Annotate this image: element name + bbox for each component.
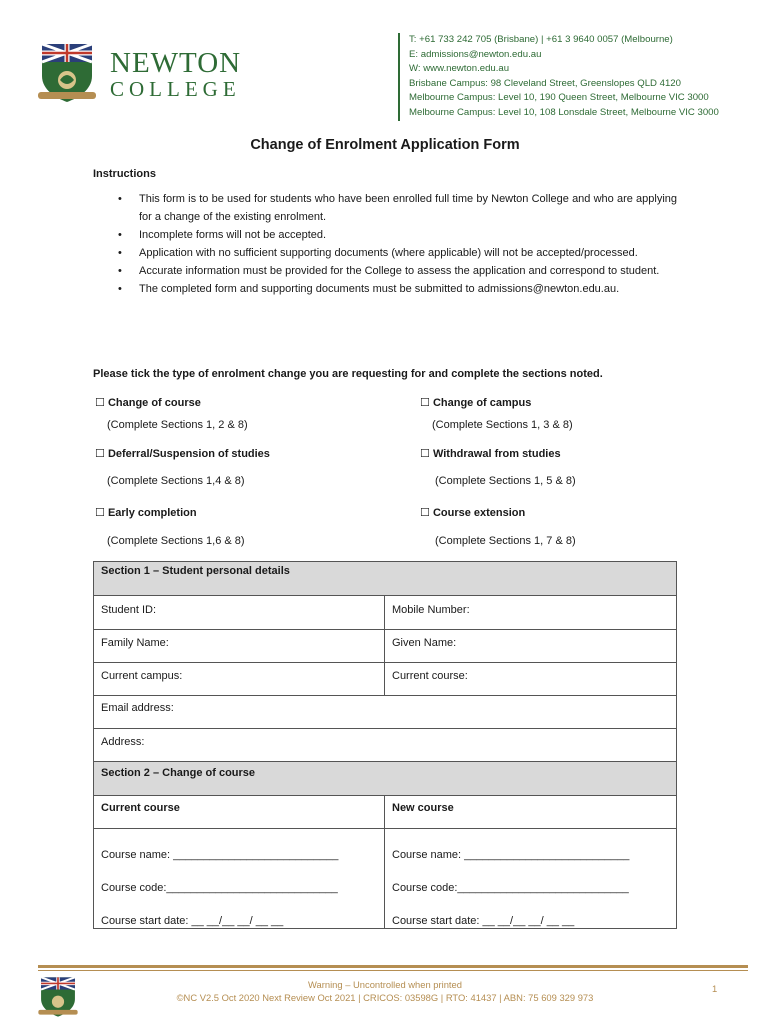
option-note: (Complete Sections 1, 7 & 8): [435, 535, 576, 547]
option-note: (Complete Sections 1,4 & 8): [107, 475, 245, 487]
current-course-code-field[interactable]: Course code:____________________________: [101, 882, 338, 894]
option-label: Deferral/Suspension of studies: [107, 448, 270, 460]
mobile-number-field[interactable]: Mobile Number:: [392, 604, 470, 616]
current-course-field[interactable]: Current course:: [392, 670, 468, 682]
option-note: (Complete Sections 1,6 & 8): [107, 535, 245, 547]
checkbox-icon[interactable]: ☐: [420, 507, 430, 519]
option-label: Withdrawal from studies: [432, 448, 561, 460]
current-course-name-field[interactable]: Course name: ___________________________: [101, 849, 339, 861]
instructions-heading: Instructions: [93, 168, 156, 180]
option-label: Change of course: [107, 397, 201, 409]
page-number: 1: [712, 983, 718, 994]
new-course-start-date-field[interactable]: Course start date: __ __/__ __/ __ __: [392, 915, 575, 927]
current-campus-field[interactable]: Current campus:: [94, 663, 385, 695]
college-crest-logo: [38, 42, 96, 104]
checkbox-icon[interactable]: ☐: [95, 448, 105, 460]
footer-divider: [38, 965, 748, 968]
given-name-field[interactable]: Given Name:: [392, 637, 457, 649]
email-address-field[interactable]: Email address:: [101, 702, 174, 714]
instruction-item: • Application with no sufficient supporting documents (where applicable) will not be accepted/processed.: [139, 244, 677, 262]
footer-warning: Warning – Uncontrolled when printed: [308, 979, 462, 990]
student-id-field[interactable]: Student ID:: [94, 596, 385, 629]
family-name-field[interactable]: Family Name:: [94, 630, 385, 662]
current-course-details: [94, 829, 385, 928]
checkbox-icon[interactable]: ☐: [95, 507, 105, 519]
form-title: Change of Enrolment Application Form: [250, 137, 520, 153]
new-course-code-field[interactable]: Course code:____________________________: [392, 882, 629, 894]
checkbox-icon[interactable]: ☐: [95, 397, 105, 409]
option-early-completion[interactable]: [95, 506, 197, 519]
checkbox-icon[interactable]: ☐: [420, 448, 430, 460]
option-label: Change of campus: [432, 397, 532, 409]
option-note: (Complete Sections 1, 5 & 8): [435, 475, 576, 487]
new-course-name-field[interactable]: Course name: ___________________________: [392, 849, 630, 861]
contact-block: [398, 33, 769, 121]
contact-email: E: admissions@newton.edu.au: [409, 48, 542, 60]
instruction-item: • The completed form and supporting documents must be submitted to admissions@newton.edu.au.: [139, 280, 677, 298]
option-change-of-course[interactable]: [95, 396, 201, 409]
footer-meta: ©NC V2.5 Oct 2020 Next Review Oct 2021 | CRICOS: 03598G | RTO: 41437 | ABN: 75 609 329 973: [176, 992, 594, 1003]
option-change-of-campus[interactable]: [420, 396, 531, 409]
contact-phone: T: +61 733 242 705 (Brisbane) | +61 3 9640 0057 (Melbourne): [409, 34, 673, 45]
contact-website: W: www.newton.edu.au: [409, 63, 510, 75]
option-label: Early completion: [107, 507, 197, 519]
option-note: (Complete Sections 1, 3 & 8): [432, 419, 573, 431]
option-course-extension[interactable]: [420, 506, 525, 519]
current-course-start-date-field[interactable]: Course start date: __ __/__ __/ __ __: [101, 915, 284, 927]
address-field[interactable]: Address:: [101, 736, 145, 748]
checkbox-icon[interactable]: ☐: [420, 397, 430, 409]
contact-melbourne-campus-1: Melbourne Campus: Level 10, 190 Queen Street, Melbourne VIC 3000: [409, 92, 709, 104]
option-note: (Complete Sections 1, 2 & 8): [107, 419, 248, 431]
section-1-heading: Section 1 – Student personal details: [94, 562, 676, 595]
logo-subtitle: COLLEGE: [110, 77, 241, 101]
instructions-list: [93, 190, 677, 298]
logo-name: NEWTON: [110, 47, 242, 79]
footer-crest-logo: [38, 976, 78, 1018]
new-course-heading: New course: [392, 802, 454, 814]
contact-brisbane-campus: Brisbane Campus: 98 Cleveland Street, Greenslopes QLD 4120: [409, 77, 681, 89]
option-withdrawal[interactable]: [420, 447, 561, 460]
instruction-item: • Accurate information must be provided for the College to assess the application and correspond to student.: [139, 262, 677, 280]
tick-instruction: Please tick the type of enrolment change you are requesting for and complete the sections noted.: [93, 368, 603, 380]
footer-divider-thin: [38, 970, 748, 971]
new-course-details: [385, 829, 676, 928]
option-deferral-suspension[interactable]: [95, 447, 270, 460]
contact-melbourne-campus-2: Melbourne Campus: Level 10, 108 Lonsdale Street, Melbourne VIC 3000: [409, 106, 719, 118]
instruction-item: • This form is to be used for students who have been enrolled full time by Newton College and who are applying for a change of the existing enrolment.: [139, 190, 677, 226]
section-2-heading: Section 2 – Change of course: [94, 762, 676, 795]
option-label: Course extension: [432, 507, 526, 519]
current-course-heading: Current course: [94, 796, 385, 828]
enrolment-form-table: [93, 561, 677, 929]
instruction-item: • Incomplete forms will not be accepted.: [139, 226, 677, 244]
